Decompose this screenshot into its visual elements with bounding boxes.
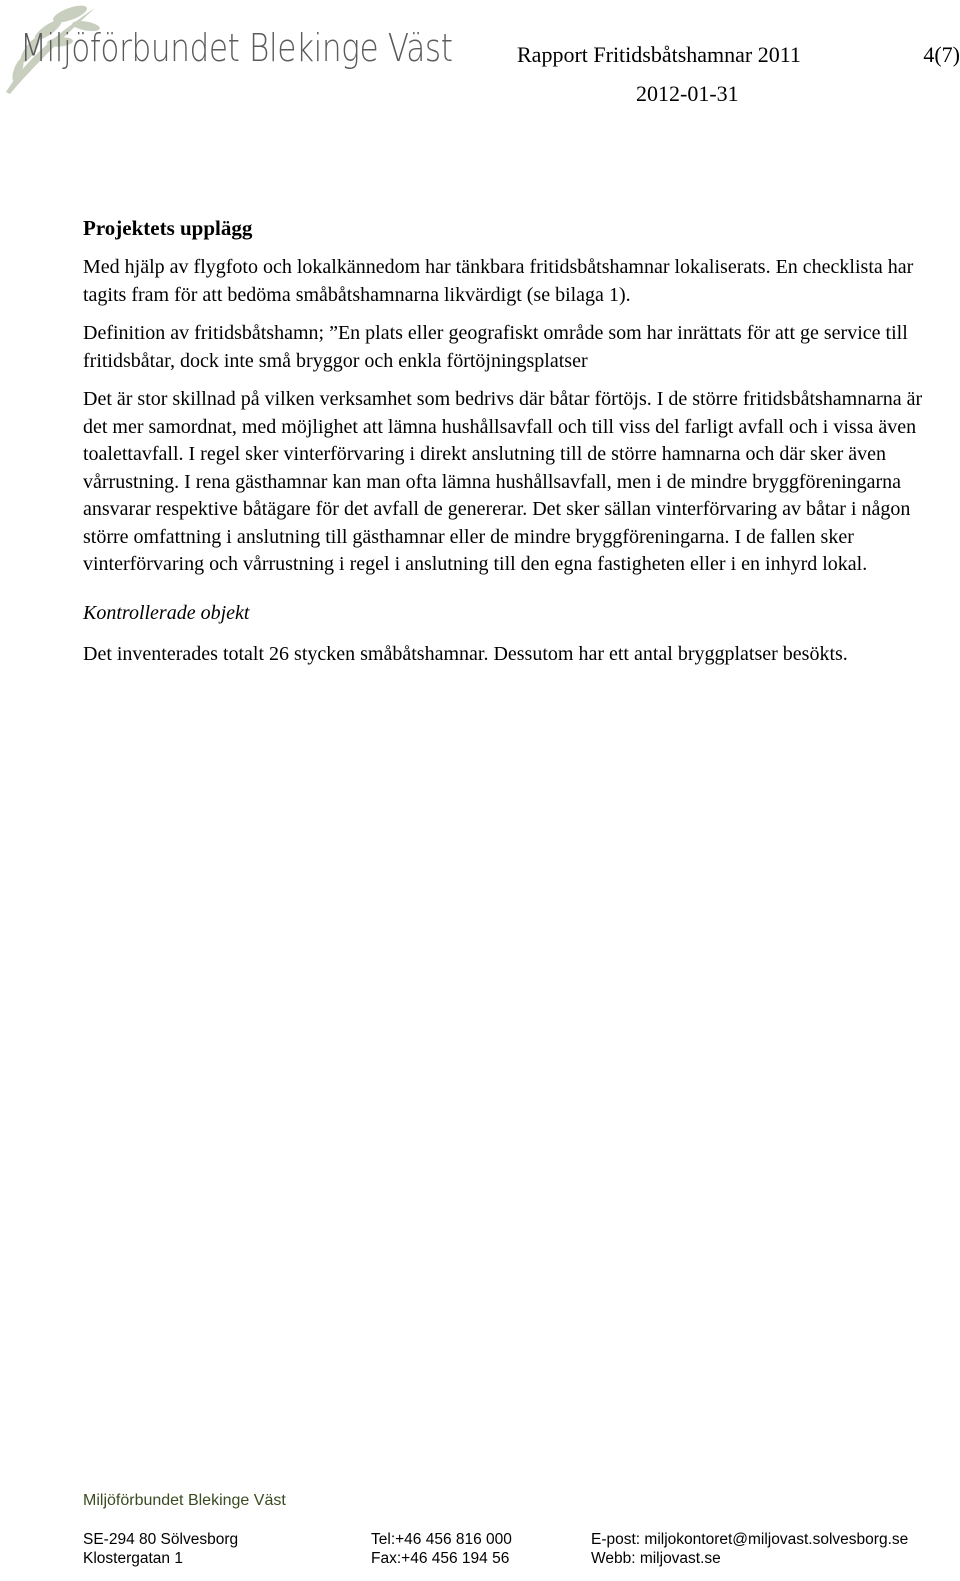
logo-org-name: Miljöförbundet Blekinge Väst (20, 26, 453, 70)
document-body (83, 214, 938, 668)
paragraph-inventory: Det inventerades totalt 26 stycken småbåtshamnar. Dessutom har ett antal bryggplatser besökts. (83, 642, 848, 665)
paragraph-definition: Definition av fritidsbåtshamn; ”En plats eller geografiskt område som har inrättats för att ge service till fritidsbåtar, dock inte små bryggor och enkla förtöjningsplatser (83, 322, 908, 372)
footer-web: Webb: miljovast.se (591, 1550, 721, 1567)
subsection-heading: Kontrollerade objekt (83, 601, 250, 624)
page-number: 4(7) (923, 42, 960, 67)
footer-address-line2: Klostergatan 1 (83, 1550, 183, 1567)
footer-address-line1: SE-294 80 Sölvesborg (83, 1531, 239, 1548)
section-heading: Projektets upplägg (83, 216, 253, 240)
footer-email: E-post: miljokontoret@miljovast.solvesborg.se (591, 1531, 909, 1548)
paragraph-activities: Det är stor skillnad på vilken verksamhet som bedrivs där båtar förtöjs. I de större fritidsbåtshamnarna är det mer samordnat, med möjlighet att lämna hushållsavfall och till viss del farligt avfall och i vissa även toalettavfall. I regel sker vinterförvaring i direkt anslutning till de större hamnarna och där sker även vårrustning. I rena gästhamnar kan man ofta lämna hushållsavfall, men i de mindre bryggföreningarna ansvarar respektive båtägare för det avfall de genererar. Det sker sällan vinterförvaring av båtar i någon större omfattning i anslutning till gästhamnar eller de mindre bryggföreningarna. I de fallen sker vinterförvaring och vårrustning i regel i anslutning till den egna fastigheten eller i en inhyrd lokal. (83, 388, 923, 575)
report-date: 2012-01-31 (636, 81, 739, 106)
organization-logo (0, 0, 453, 100)
paragraph-intro: Med hjälp av flygfoto och lokalkännedom har tänkbara fritidsbåtshamnar lokaliserats. En checklista har tagits fram för att bedöma småbåtshamnarna likvärdigt (se bilaga 1). (83, 256, 914, 306)
footer-tel: Tel:+46 456 816 000 (371, 1531, 512, 1548)
footer-org-name: Miljöförbundet Blekinge Väst (83, 1492, 286, 1509)
footer-fax: Fax:+46 456 194 56 (371, 1550, 510, 1567)
report-title: Rapport Fritidsbåtshamnar 2011 (517, 42, 801, 67)
